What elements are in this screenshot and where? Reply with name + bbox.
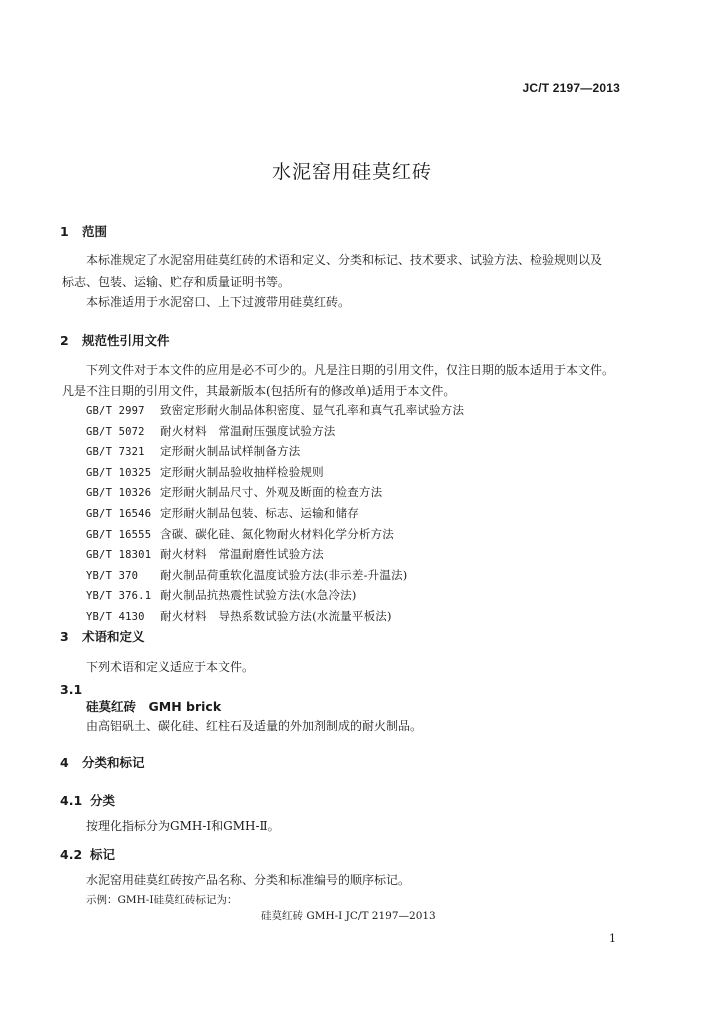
reference-code: GB/T 7321	[86, 446, 145, 459]
marking-example-label: 示例：GMH-Ⅰ硅莫红砖标记为：	[86, 894, 238, 906]
reference-title: 耐火材料 常温耐磨性试验方法	[160, 547, 324, 562]
reference-code: GB/T 10326	[86, 487, 152, 500]
scope-paragraph-2: 本标准适用于水泥窑口、上下过渡带用硅莫红砖。	[86, 295, 351, 309]
reference-code: GB/T 5072	[86, 425, 145, 438]
reference-code: GB/T 16546	[86, 508, 152, 520]
section-title: 标记	[90, 847, 116, 862]
section-2-heading	[60, 331, 170, 349]
reference-item	[86, 505, 359, 521]
reference-title: 耐火制品荷重软化温度试验方法(非示差-升温法)	[160, 567, 408, 582]
reference-item	[86, 402, 464, 418]
section-3-heading	[60, 627, 145, 645]
reference-item	[86, 484, 382, 500]
reference-code: GB/T 16555	[86, 528, 152, 541]
reference-item	[86, 567, 407, 583]
terms-intro: 下列术语和定义适应于本文件。	[86, 660, 255, 674]
reference-title: 定形耐火制品包装、标志、运输和储存	[160, 506, 359, 520]
section-number: 4.1	[60, 793, 83, 808]
reference-title: 定形耐火制品尺寸、外观及断面的检查方法	[160, 485, 383, 500]
reference-code: YB/T 376.1	[86, 590, 152, 603]
section-number: 3	[60, 629, 69, 644]
term-name: 硅莫红砖 GMH brick	[86, 699, 222, 714]
reference-item	[86, 443, 300, 459]
reference-code: GB/T 10325	[86, 466, 152, 479]
normative-intro-line-1: 下列文件对于本文件的应用是必不可少的。凡是注日期的引用文件，仅注日期的版本适用于本文件。	[86, 363, 615, 377]
marking-example-value: 硅莫红砖 GMH-Ⅰ JC/T 2197—2013	[261, 910, 436, 922]
scope-paragraph-1-line-1: 本标准规定了水泥窑用硅莫红砖的术语和定义、分类和标记、技术要求、试验方法、检验规则以及	[86, 253, 603, 267]
section-4-1-heading	[60, 791, 115, 809]
reference-title: 定形耐火制品试样制备方法	[160, 444, 301, 459]
scope-paragraph-1-line-2: 标志、包装、运输、贮存和质量证明书等。	[62, 275, 291, 289]
reference-code: GB/T 18301	[86, 549, 152, 562]
clause-3-1-number: 3.1	[60, 682, 83, 697]
term-definition: 由高铝矾土、碳化硅、红柱石及适量的外加剂制成的耐火制品。	[86, 719, 423, 733]
section-number: 2	[60, 333, 69, 348]
reference-item	[86, 587, 357, 603]
reference-title: 含碳、碳化硅、氮化物耐火材料化学分析方法	[160, 526, 394, 541]
section-1-heading	[60, 222, 107, 240]
section-title: 分类	[90, 793, 116, 808]
reference-code: YB/T 370	[86, 569, 139, 582]
reference-title: 致密定形耐火制品体积密度、显气孔率和真气孔率试验方法	[160, 403, 465, 417]
section-title: 范围	[82, 224, 108, 239]
section-title: 术语和定义	[82, 629, 145, 644]
section-4-heading	[60, 753, 145, 771]
section-number: 4	[60, 755, 69, 770]
section-number: 1	[60, 224, 69, 239]
reference-title: 耐火制品抗热震性试验方法(水急冷法)	[160, 588, 357, 603]
reference-code: GB/T 2997	[86, 405, 145, 417]
document-title: 水泥窑用硅莫红砖	[271, 161, 432, 183]
section-title: 分类和标记	[82, 755, 145, 770]
reference-item	[86, 608, 392, 624]
reference-item	[86, 526, 394, 542]
reference-item	[86, 546, 324, 562]
reference-title: 耐火材料 导热系数试验方法(水流量平板法)	[160, 609, 392, 623]
reference-item	[86, 423, 336, 439]
normative-intro-line-2: 凡是不注日期的引用文件，其最新版本(包括所有的修改单)适用于本文件。	[62, 384, 456, 398]
reference-title: 定形耐火制品验收抽样检验规则	[160, 464, 324, 479]
classification-text: 按理化指标分为GMH-Ⅰ和GMH-Ⅱ。	[86, 819, 280, 833]
reference-title: 耐火材料 常温耐压强度试验方法	[160, 423, 336, 438]
reference-code: YB/T 4130	[86, 611, 145, 623]
marking-text: 水泥窑用硅莫红砖按产品名称、分类和标准编号的顺序标记。	[86, 873, 411, 887]
section-number: 4.2	[60, 847, 83, 862]
reference-item	[86, 464, 324, 480]
section-4-2-heading	[60, 845, 115, 863]
standard-code: JC/T 2197—2013	[522, 81, 620, 95]
section-title: 规范性引用文件	[82, 333, 170, 348]
page-number: 1	[609, 932, 616, 945]
